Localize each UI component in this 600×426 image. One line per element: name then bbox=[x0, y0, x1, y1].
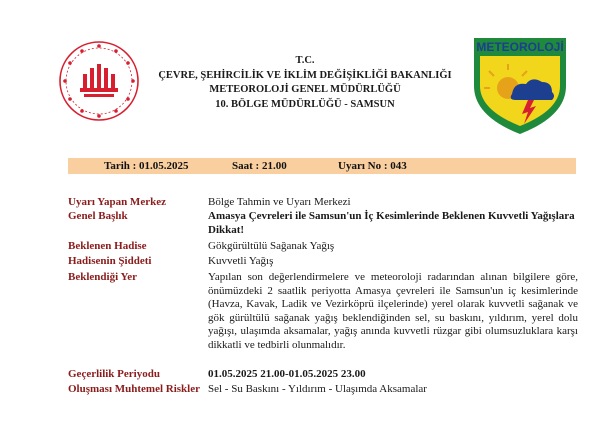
org-line-region: 10. BÖLGE MÜDÜRLÜĞÜ - SAMSUN bbox=[215, 98, 395, 110]
org-line-ministry: ÇEVRE, ŞEHİRCİLİK VE İKLİM DEĞİŞİKLİĞİ BAKANLIĞI bbox=[158, 69, 452, 81]
field-value: Yapılan son değerlendirmelere ve meteoroloji radarından alınan bilgilere göre, önümüzdeki 2 saatlik periyotta Amasya çevreleri ile Samsun'un iç kesimlerinde (Havza, Kavak, Ladik ve Vezirköprü ilçelerinde) yerel olarak kuvvetli sağanak ve gök gürültülü sağanak yağış beklendiğinden sel, su baskını, yıldırım, yerel dolu yağışı, ulaşımda aksamalar, yağış anında kuvvetli rüzgar gibi olumsuzluklara karşı dikkatli ve tedbirli olunmalıdır. bbox=[208, 271, 578, 351]
field-value: Amasya Çevreleri ile Samsun'un İç Kesimlerinde Beklenen Kuvvetli Yağışlara Dikkat! bbox=[208, 210, 575, 236]
field-label: Hadisenin Şiddeti bbox=[68, 255, 152, 267]
field-value: Kuvvetli Yağış bbox=[208, 255, 274, 267]
field-label: Genel Başlık bbox=[68, 210, 128, 222]
ministry-seal-icon bbox=[58, 40, 140, 122]
warning-time: Saat : 21.00 bbox=[232, 160, 287, 172]
field-value: Sel - Su Baskını - Yıldırım - Ulaşımda Aksamalar bbox=[208, 383, 427, 395]
org-line-directorate: METEOROLOJİ GENEL MÜDÜRLÜĞÜ bbox=[209, 84, 401, 95]
meteorology-logo-icon bbox=[468, 34, 572, 138]
field-value: Gökgürültülü Sağanak Yağış bbox=[208, 240, 335, 252]
meteorology-logo-text: METEOROLOJİ bbox=[476, 40, 564, 54]
field-value: 01.05.2025 21.00-01.05.2025 23.00 bbox=[208, 368, 366, 380]
org-line-country: T.C. bbox=[295, 55, 315, 66]
field-label: Oluşması Muhtemel Riskler bbox=[68, 383, 200, 395]
field-value: Bölge Tahmin ve Uyarı Merkezi bbox=[208, 196, 351, 208]
field-label: Uyarı Yapan Merkez bbox=[68, 196, 166, 208]
document-header bbox=[0, 0, 600, 150]
warning-number: Uyarı No : 043 bbox=[338, 160, 407, 172]
warning-date: Tarih : 01.05.2025 bbox=[104, 160, 189, 172]
field-label: Geçerlilik Periyodu bbox=[68, 368, 160, 380]
warning-info-bar bbox=[68, 158, 576, 174]
organization-block bbox=[150, 54, 460, 112]
field-label: Beklenen Hadise bbox=[68, 240, 147, 252]
field-label: Beklendiği Yer bbox=[68, 271, 137, 283]
